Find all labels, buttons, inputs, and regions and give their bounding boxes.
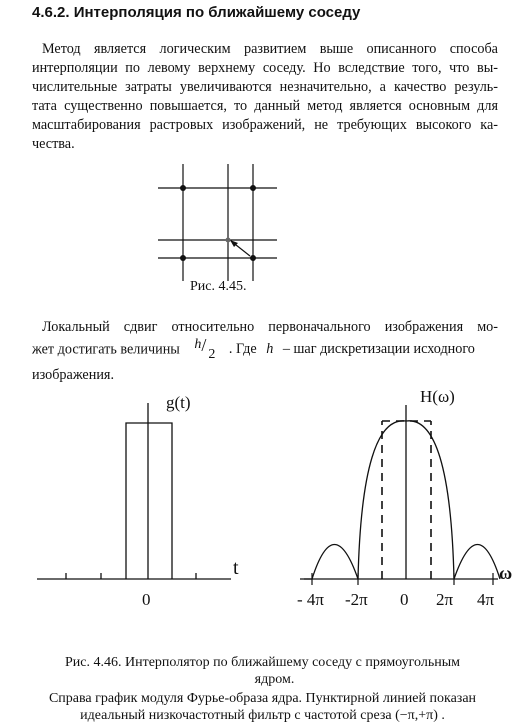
left-zero-label: 0 (142, 590, 151, 609)
paragraph-1-line: Метод является логическим развитием выше описанного способа (42, 41, 498, 57)
paragraph-1-line: чества. (32, 136, 75, 152)
text-fragment: – шаг дискретизации исходного (282, 341, 475, 358)
figure-4-46-caption-line: Рис. 4.46. Интерполятор по ближайшему соседу с прямоугольным (65, 655, 460, 670)
paragraph-1-line: интерполяции по левому верхнему соседу. Но вследствие того, что вы- (32, 60, 498, 76)
tick-label: 4π (477, 590, 495, 609)
paragraph-1 (32, 40, 498, 154)
tick-label: -2π (345, 590, 368, 609)
fraction-numerator: h (194, 337, 202, 352)
grid-node (250, 185, 256, 191)
figure-4-46-caption-line: идеальный низкочастотный фильтр с частотой среза (−π,+π) . (80, 708, 445, 723)
interp-point (226, 238, 231, 243)
t-axis-label: t (233, 557, 239, 579)
fraction-slash: / (201, 335, 207, 355)
paragraph-2 (32, 318, 498, 385)
figure-4-46-caption-line: ядром. (254, 672, 295, 687)
paragraph-1-line: тата существенно повышается, то данный метод является основным для (32, 98, 498, 114)
sinc-right-sidelobe (454, 545, 500, 580)
figure-4-45-caption: Рис. 4.45. (190, 279, 247, 294)
sinc-main-lobe (358, 421, 454, 579)
figure-4-46-caption-line: Справа график модуля Фурье-образа ядра. Пунктирной линией показан (48, 691, 477, 706)
tick-label: 0 (400, 590, 409, 609)
text-fragment: . Где (228, 341, 257, 358)
omega-axis-label: ω (499, 563, 513, 583)
section-heading: 4.6.2. Интерполяция по ближайшему соседу (32, 4, 361, 21)
grid-node (250, 255, 256, 261)
paragraph-2-line: изображения. (32, 367, 114, 383)
variable-h: h (266, 341, 274, 358)
tick-label: - 4π (297, 590, 324, 609)
g-t-label: g(t) (166, 393, 191, 412)
nearest-arrow (231, 241, 250, 256)
H-omega-label: H(ω) (420, 387, 455, 406)
text-fragment: жет достигать величины (32, 341, 180, 358)
paragraph-1-line: числительные затраты увеличиваются незначительно, а качество резуль- (32, 79, 498, 95)
fraction-h-over-2 (193, 335, 219, 362)
rect-kernel (126, 423, 172, 579)
paragraph-1-line: масштабирования растровых изображений, не требующих высокого ка- (32, 117, 498, 133)
fraction-denominator: 2 (208, 347, 216, 362)
arrow-head (230, 240, 238, 247)
paragraph-2-line: Локальный сдвиг относительно первоначального изображения мо- (42, 319, 498, 335)
grid-node (180, 255, 186, 261)
sinc-left-sidelobe (312, 545, 358, 580)
paragraph-2-line (32, 335, 498, 365)
tick-label: 2π (436, 590, 454, 609)
grid-node (180, 185, 186, 191)
